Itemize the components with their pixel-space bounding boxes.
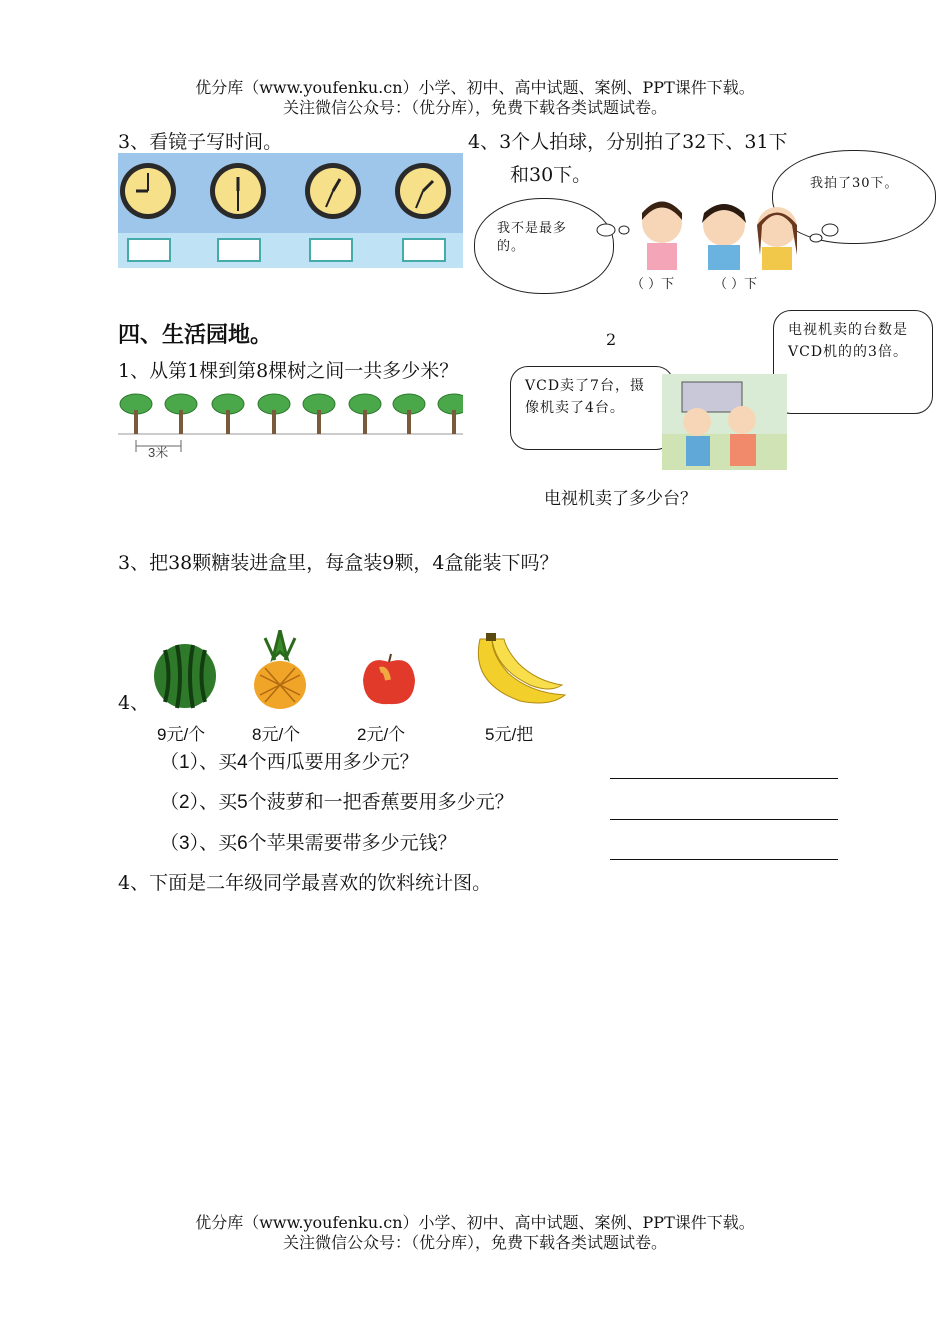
sub-question-2: （2）、买5个菠萝和一把香蕉要用多少元？ <box>160 792 514 813</box>
q3-mirror-title: 3、看镜子写时间。 <box>118 131 283 153</box>
blank-2[interactable]: （ ）下 <box>714 277 758 292</box>
vcd-bubble: VCD卖了7台，摄像机卖了4台。 <box>510 366 674 450</box>
price-pineapple: 8元/个 <box>252 725 301 744</box>
bubble-left-text: 我不是最多的。 <box>497 221 568 254</box>
clock-panel-art <box>118 153 463 268</box>
header-line-2: 关注微信公众号：（优分库），免费下载各类试题试卷。 <box>282 98 667 117</box>
section-title: 四、生活园地。 <box>118 322 273 348</box>
price-banana: 5元/把 <box>485 725 534 744</box>
bubble-left-tail <box>596 222 636 242</box>
sub-question-1: （1）、买4个西瓜要用多少元？ <box>160 752 419 773</box>
tree-row <box>118 390 463 470</box>
bubble-right-text: 我拍了30下。 <box>810 176 899 191</box>
q2-question: 电视机卖了多少台？ <box>544 489 697 509</box>
page-number: 2 <box>606 330 617 349</box>
tree-gap-label: 3米 <box>148 445 169 460</box>
tv-bubble: 电视机卖的台数是VCD机的的3倍。 <box>773 310 933 414</box>
footer-line-2: 关注微信公众号：（优分库），免费下载各类试题试卷。 <box>282 1233 667 1252</box>
answer-line-1[interactable] <box>610 778 838 779</box>
q4-ball-line1: 4、3个人拍球，分别拍了32下、31下 <box>468 131 788 153</box>
pineapple-image <box>245 630 315 710</box>
children-figures <box>632 195 812 270</box>
q4-label: 4、 <box>118 692 150 714</box>
banana-image <box>470 633 568 707</box>
apple-image <box>358 650 420 708</box>
q1-trees: 1、从第1棵到第8棵树之间一共多少米？ <box>118 360 459 382</box>
footer-line-1: 优分库（www.youfenku.cn）小学、初中、高中试题、案例、PPT课件下载。 <box>195 1213 755 1232</box>
watermelon-image <box>150 640 220 710</box>
q3-candy: 3、把38颗糖装进盒里，每盒装9颗，4盒能装下吗？ <box>118 552 559 574</box>
price-watermelon: 9元/个 <box>157 725 206 744</box>
clock-2 <box>210 163 266 219</box>
answer-line-2[interactable] <box>610 819 838 820</box>
shop-scene <box>662 374 787 470</box>
q4-ball-line2: 和30下。 <box>510 164 592 186</box>
clock-3 <box>305 163 361 219</box>
blank-1[interactable]: （ ）下 <box>631 277 675 292</box>
q-drink-chart: 4、下面是二年级同学最喜欢的饮料统计图。 <box>118 872 492 894</box>
clock-1 <box>120 163 176 219</box>
bubble-right-tail <box>806 222 846 246</box>
price-apple: 2元/个 <box>357 725 406 744</box>
clock-4 <box>395 163 451 219</box>
answer-line-3[interactable] <box>610 859 838 860</box>
clock-panel <box>118 153 463 268</box>
header-line-1: 优分库（www.youfenku.cn）小学、初中、高中试题、案例、PPT课件下载。 <box>195 78 755 97</box>
sub-question-3: （3）、买6个苹果需要带多少元钱？ <box>160 833 457 854</box>
